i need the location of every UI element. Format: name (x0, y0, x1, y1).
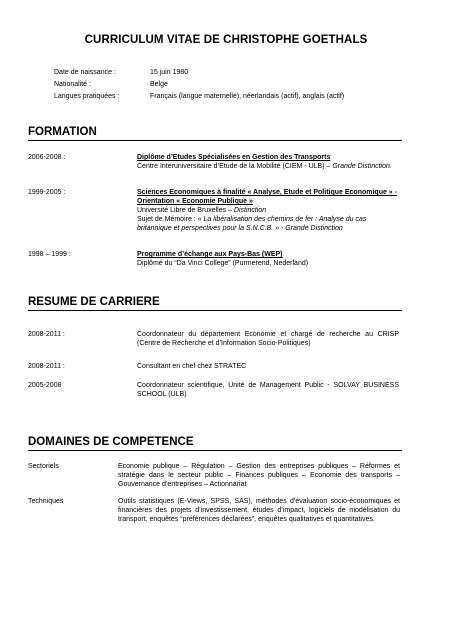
birthdate-value: 15 juin 1980 (150, 69, 189, 76)
languages-value: Français (langue maternelle), néerlandais (actif), anglais (actif) (150, 93, 345, 100)
formation-detail: Centre Interuniversitaire d’Etude de la Mobilité (CIEM - ULB) – Grande Distinction. (137, 163, 392, 170)
formation-date: 1999-2005 : (28, 189, 66, 196)
career-date: 2008-2011 : (28, 363, 65, 370)
formation-entry (137, 153, 399, 171)
formation-entry (137, 250, 399, 268)
formation-detail: Université Libre de Bruxelles – Distinction (137, 207, 267, 214)
formation-date: 1998 – 1999 : (28, 251, 71, 258)
competence-text: Outils statistiques (E-Views, SPSS, SAS), méthodes d’évaluation socio-économiques et financières des projets d’investissement, études d’impact, logiciels de modélisation du transport, enquêtes “préférences déclarées”, enquêtes qualitatives et quantitatives. (118, 498, 400, 523)
section-heading-career: RESUME DE CARRIERE (28, 296, 402, 311)
formation-detail: Diplômé du “Da Vinci College” (Purmerend, Nederland) (137, 260, 309, 267)
career-date: 2008-2011 : (28, 331, 65, 338)
section-heading-competence: DOMAINES DE COMPETENCE (28, 436, 402, 451)
nationality-value: Belge (150, 81, 168, 88)
formation-date: 2006-2008 : (28, 154, 66, 161)
career-text: Coordonnateur du département Economie et chargé de recherche au CRISP (Centre de Recherche et d’Information Socio-Politiques) (137, 331, 399, 347)
competence-label: Sectoriels (28, 463, 59, 470)
career-text: Coordonnateur scientifique, Unité de Management Public - SOLVAY BUSINESS SCHOOL (ULB) (137, 382, 399, 398)
formation-title: Sciences Economiques à finalité « Analyse, Etude et Politique Economique » - Orientation « Economie Publique » (137, 189, 397, 205)
competence-text: Economie publique – Régulation – Gestion des entreprises publiques – Réformes et stratégie dans le secteur public – Finances publiques – Economie des transports – Gouvernance d’entreprises – Actionnariat (118, 463, 400, 488)
section-heading-formation: FORMATION (28, 126, 402, 141)
formation-title: Programme d’échange aux Pays-Bas (WEP) (137, 251, 283, 258)
languages-label: Langues pratiquées : (54, 93, 120, 100)
career-date: 2005-2008 (28, 382, 62, 389)
career-text: Consultant en chef chez STRATEC (137, 363, 247, 370)
page-title: CURRICULUM VITAE DE CHRISTOPHE GOETHALS (84, 34, 368, 46)
birthdate-label: Date de naissance : (54, 69, 116, 76)
competence-label: Techniques (28, 498, 64, 505)
formation-entry (137, 188, 399, 233)
nationality-label: Nationalité : (54, 81, 91, 88)
formation-title: Diplôme d’Etudes Spécialisées en Gestion des Transports (137, 154, 331, 161)
formation-thesis: Sujet de Mémoire : « La libéralisation des chemins de fer : Analyse du cas britannique et perspectives pour la S.N.C.B. » - Grande Distinction (137, 216, 367, 232)
